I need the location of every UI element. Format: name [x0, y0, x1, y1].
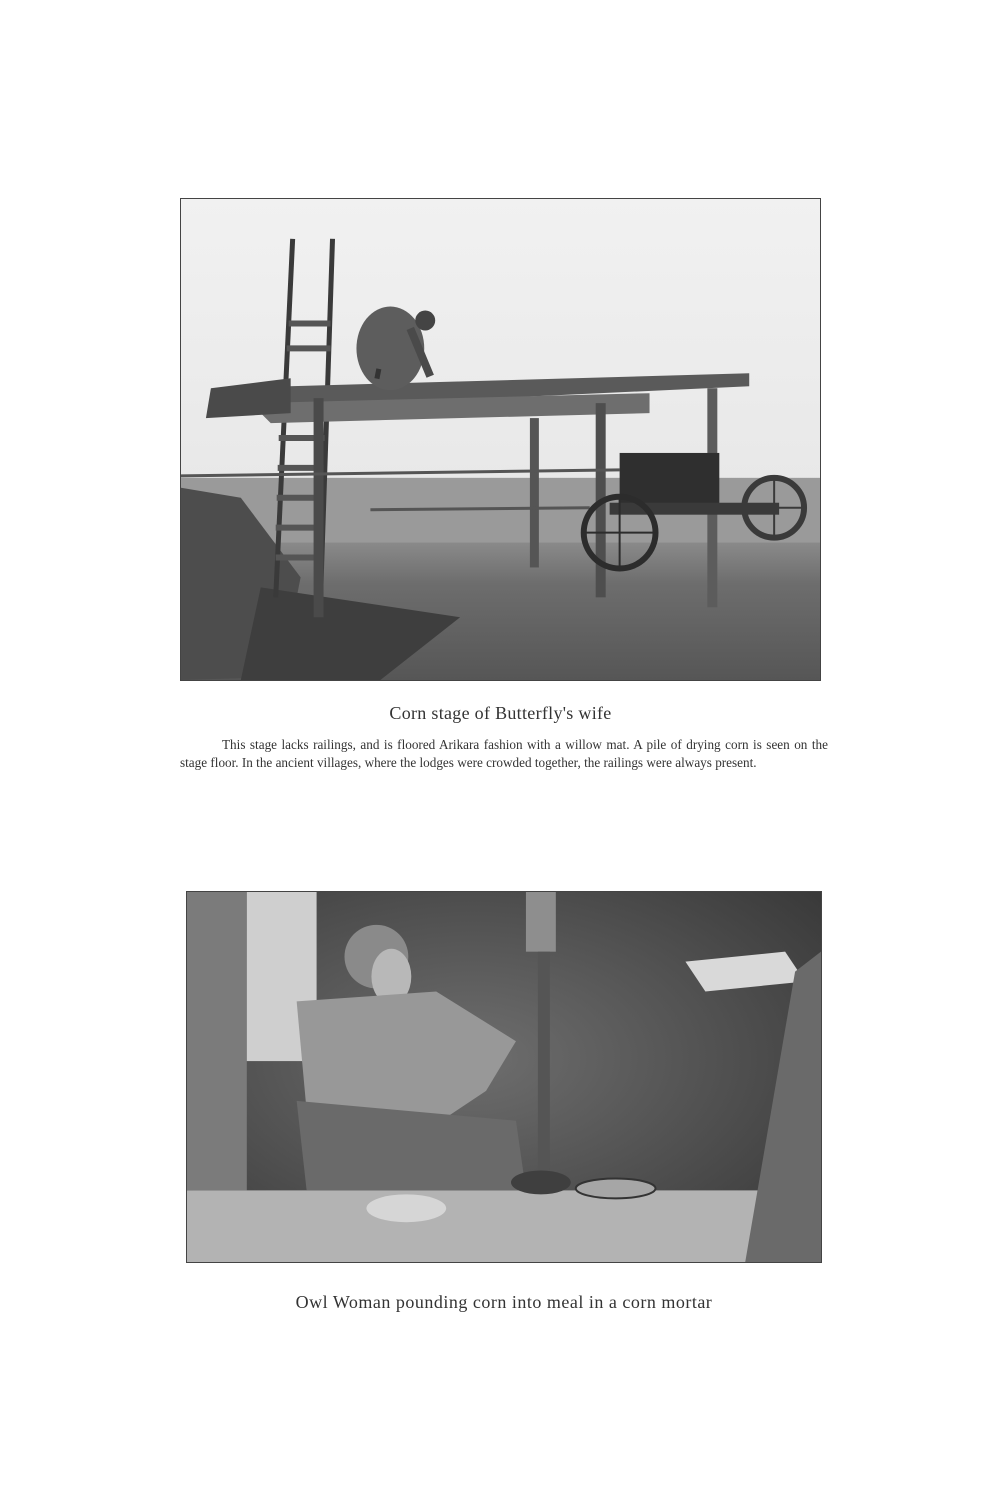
figure-1-description: This stage lacks railings, and is floored Arikara fashion with a willow mat. A pile of drying corn is seen on the stage floor. In the ancient villages, where the lodges were crowded together, the railings were always present. [180, 737, 828, 770]
photo-corn-stage [180, 198, 821, 681]
owl-woman-photograph [187, 892, 821, 1262]
figure-2-title: Owl Woman pounding corn into meal in a corn mortar [295, 1292, 713, 1312]
figure-1-title: Corn stage of Butterfly's wife [389, 703, 612, 723]
photo-owl-woman [186, 891, 822, 1263]
corn-stage-photograph [181, 199, 820, 680]
